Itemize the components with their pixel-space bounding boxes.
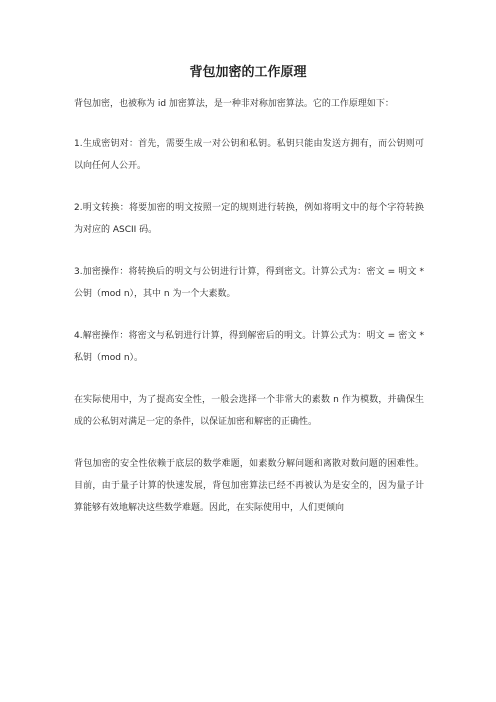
paragraph-security: 背包加密的安全性依赖于底层的数学难题，如素数分解问题和离散对数问题的困难性。目前，由于量子计算的快速发展，背包加密算法已经不再被认为是安全的，因为量子计算能够有效地解决这些数学难题。因此，在实际使用中，人们更倾向 bbox=[74, 459, 424, 513]
paragraph-step-2: 2.明文转换：将要加密的明文按照一定的规则进行转换，例如将明文中的每个字符转换为对应的 ASCII 码。 bbox=[74, 203, 424, 235]
document-body bbox=[74, 93, 424, 539]
paragraph-step-3: 3.加密操作：将转换后的明文与公钥进行计算，得到密文。计算公式为：密文 = 明文 * 公钥（mod n），其中 n 为一个大素数。 bbox=[74, 267, 424, 299]
document-title: 背包加密的工作原理 bbox=[189, 65, 307, 80]
paragraph-practice: 在实际使用中，为了提高安全性，一般会选择一个非常大的素数 n 作为模数，并确保生成的公私钥对满足一定的条件，以保证加密和解密的正确性。 bbox=[74, 395, 424, 427]
paragraph-step-1: 1.生成密钥对：首先，需要生成一对公钥和私钥。私钥只能由发送方拥有，而公钥则可以向任何人公开。 bbox=[74, 139, 424, 171]
paragraph-intro: 背包加密，也被称为 id 加密算法，是一种非对称加密算法。它的工作原理如下： bbox=[74, 99, 394, 109]
paragraph-step-4: 4.解密操作：将密文与私钥进行计算，得到解密后的明文。计算公式为：明文 = 密文 * 私钥（mod n）。 bbox=[74, 331, 424, 363]
